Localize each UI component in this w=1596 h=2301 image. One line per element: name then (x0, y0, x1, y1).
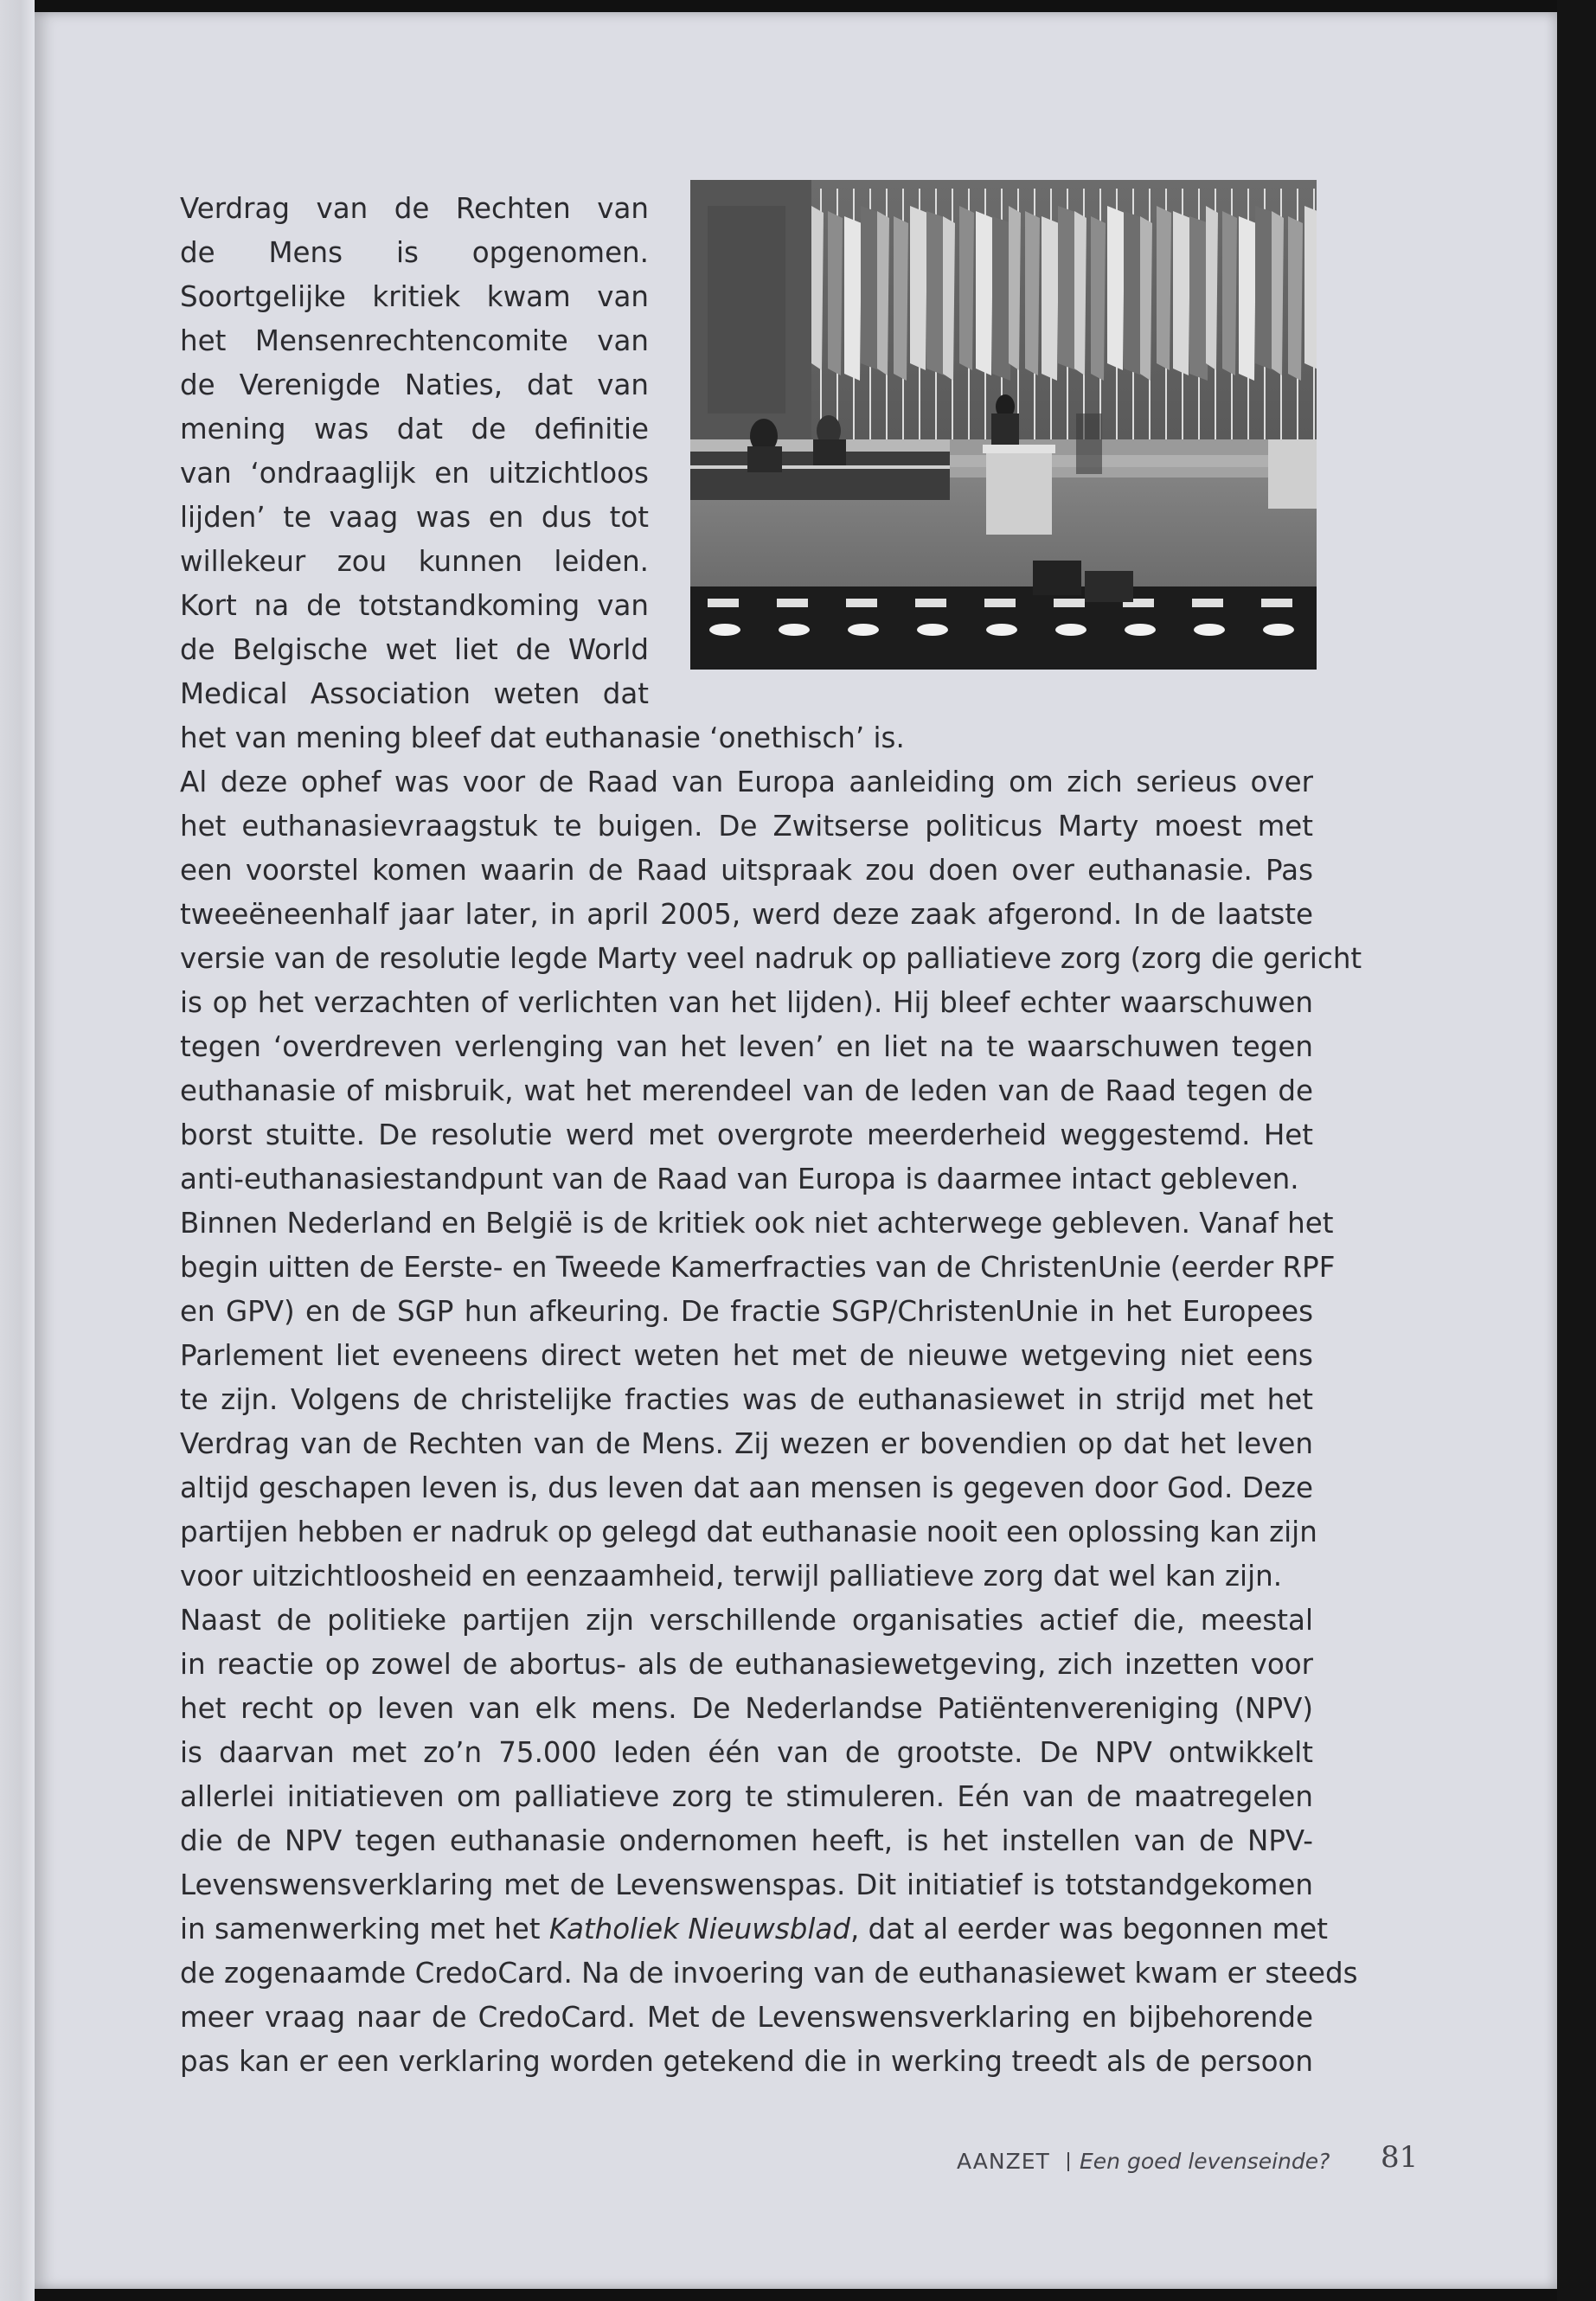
flag (1140, 216, 1152, 381)
desk-light (986, 624, 1017, 636)
flag (1288, 216, 1303, 381)
text-line: en GPV) en de SGP hun afkeuring. De fractie SGP/ChristenUnie in het Europees (180, 1295, 1313, 1328)
text-line: het recht op leven van elk mens. De Nederlandse Patiëntenvereniging (NPV) (180, 1692, 1313, 1725)
text-line: Verdrag van de Rechten van (180, 192, 649, 225)
text-line: Verdrag van de Rechten van de Mens. Zij wezen er bovendien op dat het leven (180, 1427, 1313, 1460)
flag (959, 206, 974, 370)
newspaper-title: Katholiek Nieuwsblad (548, 1913, 850, 1945)
text-line: het Mensenrechtencomite van (180, 324, 649, 357)
text-line: Parlement liet eveneens direct weten het met de nieuwe wetgeving niet eens (180, 1339, 1313, 1372)
flag (1304, 206, 1317, 370)
text-line-with-italic (180, 1907, 1329, 1952)
name-plate (846, 599, 877, 607)
text-line: tweeëneenhalf jaar later, in april 2005, werd deze zaak afgerond. In de laatste (180, 898, 1313, 931)
flag (877, 211, 889, 375)
flag (1272, 211, 1284, 375)
flag (1206, 206, 1218, 370)
text-line: de Verenigde Naties, dat van (180, 369, 649, 401)
flag (1025, 211, 1040, 375)
running-footer-title: Een goed levenseinde? (1080, 2149, 1330, 2174)
flag (1042, 216, 1059, 381)
name-plate (984, 599, 1016, 607)
text-line: Al deze ophef was voor de Raad van Europa aanleiding om zich serieus over (180, 766, 1313, 798)
name-plate (777, 599, 808, 607)
text-line: altijd geschapen leven is, dus leven dat aan mensen is gegeven door God. Deze (180, 1471, 1313, 1504)
assembly-hall-photo (690, 180, 1317, 670)
flag (894, 216, 908, 381)
flag (1107, 206, 1125, 370)
text-line: van ‘ondraaglijk en uitzichtloos (180, 457, 649, 490)
text-line: tegen ‘overdreven verlenging van het leven’ en liet na te waarschuwen tegen (180, 1030, 1313, 1063)
running-footer-series: AANZET (957, 2149, 1050, 2174)
text-line: in reactie op zowel de abortus- als de euthanasiewetgeving, zich inzetten voor (180, 1648, 1313, 1681)
left-margin-strip (0, 0, 35, 2301)
flag (844, 216, 862, 381)
text-line: lijden’ te vaag was en dus tot (180, 501, 649, 534)
text-line: de Belgische wet liet de World (180, 633, 649, 666)
name-plate (708, 599, 739, 607)
photo-illustration (690, 180, 1317, 670)
flag (811, 206, 824, 370)
text-line: euthanasie of misbruik, wat het merendeel van de leden van de Raad tegen de (180, 1074, 1313, 1107)
text-line: de Mens is opgenomen. (180, 236, 649, 269)
body-text-full-column (180, 716, 1362, 2084)
text-line: anti-euthanasiestandpunt van de Raad van Europa is daarmee intact gebleven. (180, 1163, 1299, 1195)
desk-light (1125, 624, 1156, 636)
flag (976, 211, 993, 375)
flag (910, 206, 927, 370)
text-line: voor uitzichtloosheid en eenzaamheid, terwijl palliatieve zorg dat wel kan zijn. (180, 1560, 1283, 1593)
text-fragment: in samenwerking met het (180, 1913, 549, 1945)
flag (1173, 211, 1190, 375)
flag (1157, 206, 1171, 370)
footer-separator (1067, 2152, 1069, 2171)
name-plate (1054, 599, 1085, 607)
desk-light (1194, 624, 1225, 636)
name-plate (1261, 599, 1292, 607)
text-line: pas kan er een verklaring worden getekend die in werking treedt als de persoon (180, 2045, 1313, 2078)
name-plate (915, 599, 946, 607)
page-edge-shadow (1557, 0, 1596, 2301)
text-line: borst stuitte. De resolutie werd met overgrote meerderheid weggestemd. Het (180, 1118, 1313, 1151)
desk-light (779, 624, 810, 636)
desk-light (917, 624, 948, 636)
text-line: is daarvan met zo’n 75.000 leden één van de grootste. De NPV ontwikkelt (180, 1736, 1313, 1769)
text-line: Soortgelijke kritiek kwam van (180, 280, 649, 313)
flag (1091, 216, 1106, 381)
text-line: Medical Association weten dat (180, 677, 649, 710)
desk-light (848, 624, 879, 636)
desk-light (1263, 624, 1294, 636)
flag (1239, 216, 1256, 381)
text-line: begin uitten de Eerste- en Tweede Kamerfracties van de ChristenUnie (eerder RPF (180, 1251, 1336, 1284)
text-line: Binnen Nederland en België is de kritiek ook niet achterwege gebleven. Vanaf het (180, 1207, 1334, 1240)
text-line: meer vraag naar de CredoCard. Met de Levenswensverklaring en bijbehorende (180, 2001, 1313, 2034)
text-line: Kort na de totstandkoming van (180, 589, 649, 622)
page-number: 81 (1381, 2140, 1419, 2175)
text-line: versie van de resolutie legde Marty veel nadruk op palliatieve zorg (zorg die gericht (180, 942, 1362, 975)
flag (828, 211, 843, 375)
text-line: allerlei initiatieven om palliatieve zorg te stimuleren. Eén van de maatregelen (180, 1780, 1313, 1813)
text-line: die de NPV tegen euthanasie ondernomen heeft, is het instellen van de NPV- (180, 1824, 1313, 1857)
text-line: willekeur zou kunnen leiden. (180, 545, 649, 578)
text-line: mening was dat de definitie (180, 413, 649, 445)
name-plate (1192, 599, 1223, 607)
text-fragment: , dat al eerder was begonnen met (849, 1913, 1329, 1945)
body-text-narrow-column (180, 187, 649, 716)
desk-light (709, 624, 740, 636)
text-line: de zogenaamde CredoCard. Na de invoering van de euthanasiewet kwam er steeds (180, 1957, 1358, 1990)
text-line: te zijn. Volgens de christelijke fracties was de euthanasiewet in strijd met het (180, 1383, 1313, 1416)
flag (1009, 206, 1021, 370)
text-line: het euthanasievraagstuk te buigen. De Zwitserse politicus Marty moest met (180, 810, 1313, 843)
flag (1074, 211, 1086, 375)
text-line: is op het verzachten of verlichten van het lijden). Hij bleef echter waarschuwen (180, 986, 1313, 1019)
desk-light (1055, 624, 1086, 636)
text-line: het van mening bleef dat euthanasie ‘onethisch’ is. (180, 721, 905, 754)
flag (943, 216, 955, 381)
text-line: partijen hebben er nadruk op gelegd dat euthanasie nooit een oplossing kan zijn (180, 1516, 1317, 1548)
text-line: Naast de politieke partijen zijn verschillende organisaties actief die, meestal (180, 1604, 1313, 1637)
flag (1222, 211, 1237, 375)
text-line: een voorstel komen waarin de Raad uitspraak zou doen over euthanasie. Pas (180, 854, 1313, 887)
text-line: Levenswensverklaring met de Levenswenspas. Dit initiatief is totstandgekomen (180, 1868, 1313, 1901)
